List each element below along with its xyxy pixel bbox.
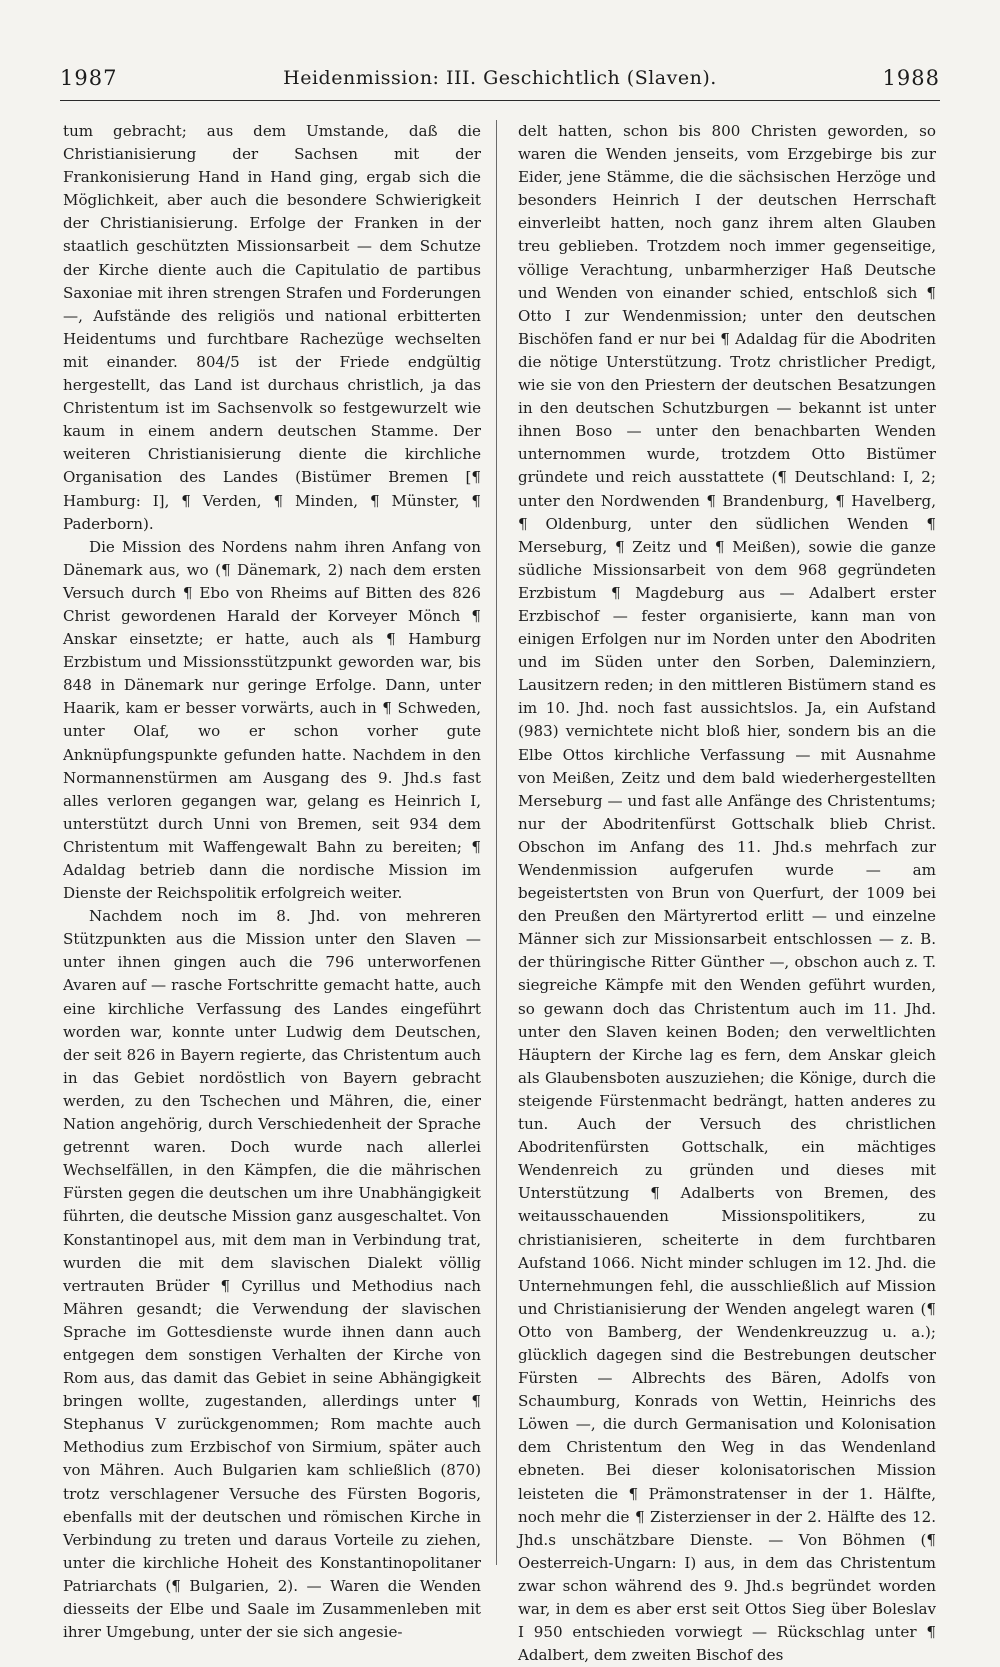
running-head: Heidenmission: III. Geschichtlich (Slaven). xyxy=(283,67,717,89)
page-header xyxy=(60,66,940,98)
page-number-left: 1987 xyxy=(60,66,118,90)
right-column xyxy=(518,120,936,1665)
paragraph: tum gebracht; aus dem Umstande, daß die Christianisierung der Sachsen mit der Frankonisierung Hand in Hand ging, ergab sich die Möglichkeit, aber auch die besondere Schwierigkeit der Christianisierung. Erfolge der Franken in der staatlich geschützten Missionsarbeit — dem Schutze der Kirche diente auch die Capitulatio de partibus Saxoniae mit ihren strengen Strafen und Forderungen —, Aufstände des religiös und national erbitterten Heidentums und furchtbare Rachezüge wechselten mit einander. 804/5 ist der Friede endgültig hergestellt, das Land ist durchaus christlich, ja das Christentum ist im Sachsenvolk so festgewurzelt wie kaum in einem andern deutschen Stamme. Der weiteren Christianisierung diente die kirchliche Organisation des Landes (Bistümer Bremen [¶ Hamburg: I], ¶ Verden, ¶ Minden, ¶ Münster, ¶ Paderborn). xyxy=(63,122,481,533)
page-number-right: 1988 xyxy=(882,66,940,90)
paragraph: Die Mission des Nordens nahm ihren Anfang von Dänemark aus, wo (¶ Dänemark, 2) nach dem ersten Versuch durch ¶ Ebo von Rheims auf Bitten des 826 Christ gewordenen Harald der Korveyer Mönch ¶ Anskar einsetzte; er hatte, auch als ¶ Hamburg Erzbistum und Missionsstützpunkt geworden war, bis 848 in Dänemark nur geringe Erfolge. Dann, unter Haarik, kam er besser vorwärts, auch in ¶ Schweden, unter Olaf, wo er schon vorher gute Anknüpfungspunkte gefunden hatte. Nachdem in den Normannenstürmen am Ausgang des 9. Jhd.s fast alles verloren gegangen war, gelang es Heinrich I, unterstützt durch Unni von Bremen, seit 934 dem Christentum mit Waffengewalt Bahn zu bereiten; ¶ Adaldag betrieb dann die nordische Mission im Dienste der Reichspolitik erfolgreich weiter. xyxy=(63,537,481,903)
header-rule xyxy=(60,100,940,101)
paragraph: Nachdem noch im 8. Jhd. von mehreren Stützpunkten aus die Mission unter den Slaven — unter ihnen gingen auch die 796 unterworfenen Avaren auf — rasche Fortschritte gemacht hatte, auch eine kirchliche Verfassung des Landes eingeführt worden war, konnte unter Ludwig dem Deutschen, der seit 826 in Bayern regierte, das Christentum auch in das Gebiet nordöstlich von Bayern gebracht werden, zu den Tschechen und Mähren, die, einer Nation angehörig, durch Verschiedenheit der Sprache getrennt waren. Doch wurde nach allerlei Wechselfällen, in den Kämpfen, die die mährischen Fürsten gegen die deutschen um ihre Unabhängigkeit führten, die deutsche Mission ganz ausgeschaltet. Von Konstantinopel aus, mit dem man in Verbindung trat, wurden die mit dem slavischen Dialekt völlig vertrauten Brüder ¶ Cyrillus und Methodius nach Mähren gesandt; die Verwendung der slavischen Sprache im Gottesdienste wurde ihnen dann auch entgegen dem sonstigen Verhalten der Kirche von Rom aus, das damit das Gebiet in seine Abhängigkeit bringen wollte, zugestanden, allerdings unter ¶ Stephanus V zurückgenommen; Rom machte auch Methodius zum Erzbischof von Sirmium, später auch von Mähren. Auch Bulgarien kam schließlich (870) trotz verschlagener Versuche des Fürsten Bogoris, ebenfalls mit der deutschen und römischen Kirche in Verbindung zu treten und daraus Vorteile zu ziehen, unter die kirchliche Hoheit des Konstantinopolitaner Patriarchats (¶ Bulgarien, 2). — Waren die Wenden diesseits der Elbe und Saale im Zusammenleben mit ihrer Umgebung, unter der sie sich angesie- xyxy=(63,907,481,1642)
column-divider xyxy=(496,120,497,1565)
paragraph: delt hatten, schon bis 800 Christen geworden, so waren die Wenden jenseits, vom Erzgebirge bis zur Eider, jene Stämme, die die sächsischen Herzöge und besonders Heinrich I der deutschen Herrschaft einverleibt hatten, noch ganz ihrem alten Glauben treu geblieben. Trotzdem noch immer gegenseitige, völlige Verachtung, unbarmherziger Haß Deutsche und Wenden von einander schied, entschloß sich ¶ Otto I zur Wendenmission; unter den deutschen Bischöfen fand er nur bei ¶ Adaldag für die Abodriten die nötige Unterstützung. Trotz christlicher Predigt, wie sie von den Priestern der deutschen Besatzungen in den deutschen Schutzburgen — bekannt ist unter ihnen Boso — unter den benachbarten Wenden unternommen wurde, trotzdem Otto Bistümer gründete und reich ausstattete (¶ Deutschland: I, 2; unter den Nordwenden ¶ Brandenburg, ¶ Havelberg, ¶ Oldenburg, unter den südlichen Wenden ¶ Merseburg, ¶ Zeitz und ¶ Meißen), sowie die ganze südliche Missionsarbeit von dem 968 gegründeten Erzbistum ¶ Magdeburg aus — Adalbert erster Erzbischof — fester organisierte, kann man von einigen Erfolgen nur im Norden unter den Abodriten und im Süden unter den Sorben, Daleminziern, Lausitzern reden; in den mittleren Bistümern stand es im 10. Jhd. noch fast aussichtslos. Ja, ein Aufstand (983) vernichtete nicht bloß hier, sondern bis an die Elbe Ottos kirchliche Verfassung — mit Ausnahme von Meißen, Zeitz und dem bald wiederhergestellten Merseburg — und fast alle Anfänge des Christentums; nur der Abodritenfürst Gottschalk blieb Christ. Obschon im Anfang des 11. Jhd.s mehrfach zur Wendenmission aufgerufen wurde — am begeistertsten von Brun von Querfurt, der 1009 bei den Preußen den Märtyrertod erlitt — und einzelne Männer sich zur Missionsarbeit entschlossen — z. B. der thüringische Ritter Günther —, obschon auch z. T. siegreiche Kämpfe mit den Wenden geführt wurden, so gewann doch das Christentum auch im 11. Jhd. unter den Slaven keinen Boden; den verweltlichten Häuptern der Kirche lag es fern, dem Anskar gleich als Glaubensboten auszuziehen; die Könige, durch die steigende Fürstenmacht bedrängt, hatten anderes zu tun. Auch der Versuch des christlichen Abodritenfürsten Gottschalk, ein mächtiges Wendenreich zu gründen und dieses mit Unterstützung ¶ Adalberts von Bremen, des weitausschauenden Missionspolitikers, zu christianisieren, scheiterte in dem furchtbaren Aufstand 1066. Nicht minder schlugen im 12. Jhd. die Unternehmungen fehl, die ausschließlich auf Mission und Christianisierung der Wenden angelegt waren (¶ Otto von Bamberg, der Wendenkreuzzug u. a.); glücklich dagegen sind die Bestrebungen deutscher Fürsten — Albrechts des Bären, Adolfs von Schaumburg, Konrads von Wettin, Heinrichs des Löwen —, die durch Germanisation und Kolonisation dem Christentum den Weg in das Wendenland ebneten. Bei dieser kolonisatorischen Mission leisteten die ¶ Prämonstratenser in der 1. Hälfte, noch mehr die ¶ Zisterzienser in der 2. Hälfte des 12. Jhd.s unschätzbare Dienste. — Von Böhmen (¶ Oesterreich-Ungarn: I) aus, in dem das Christentum zwar schon während des 9. Jhd.s begründet worden war, in dem es aber erst seit Ottos Sieg über Boleslav I 950 entschieden vorwiegt — Rückschlag unter ¶ Adalbert, dem zweiten Bischof des xyxy=(518,122,936,1665)
left-column xyxy=(63,120,481,1642)
